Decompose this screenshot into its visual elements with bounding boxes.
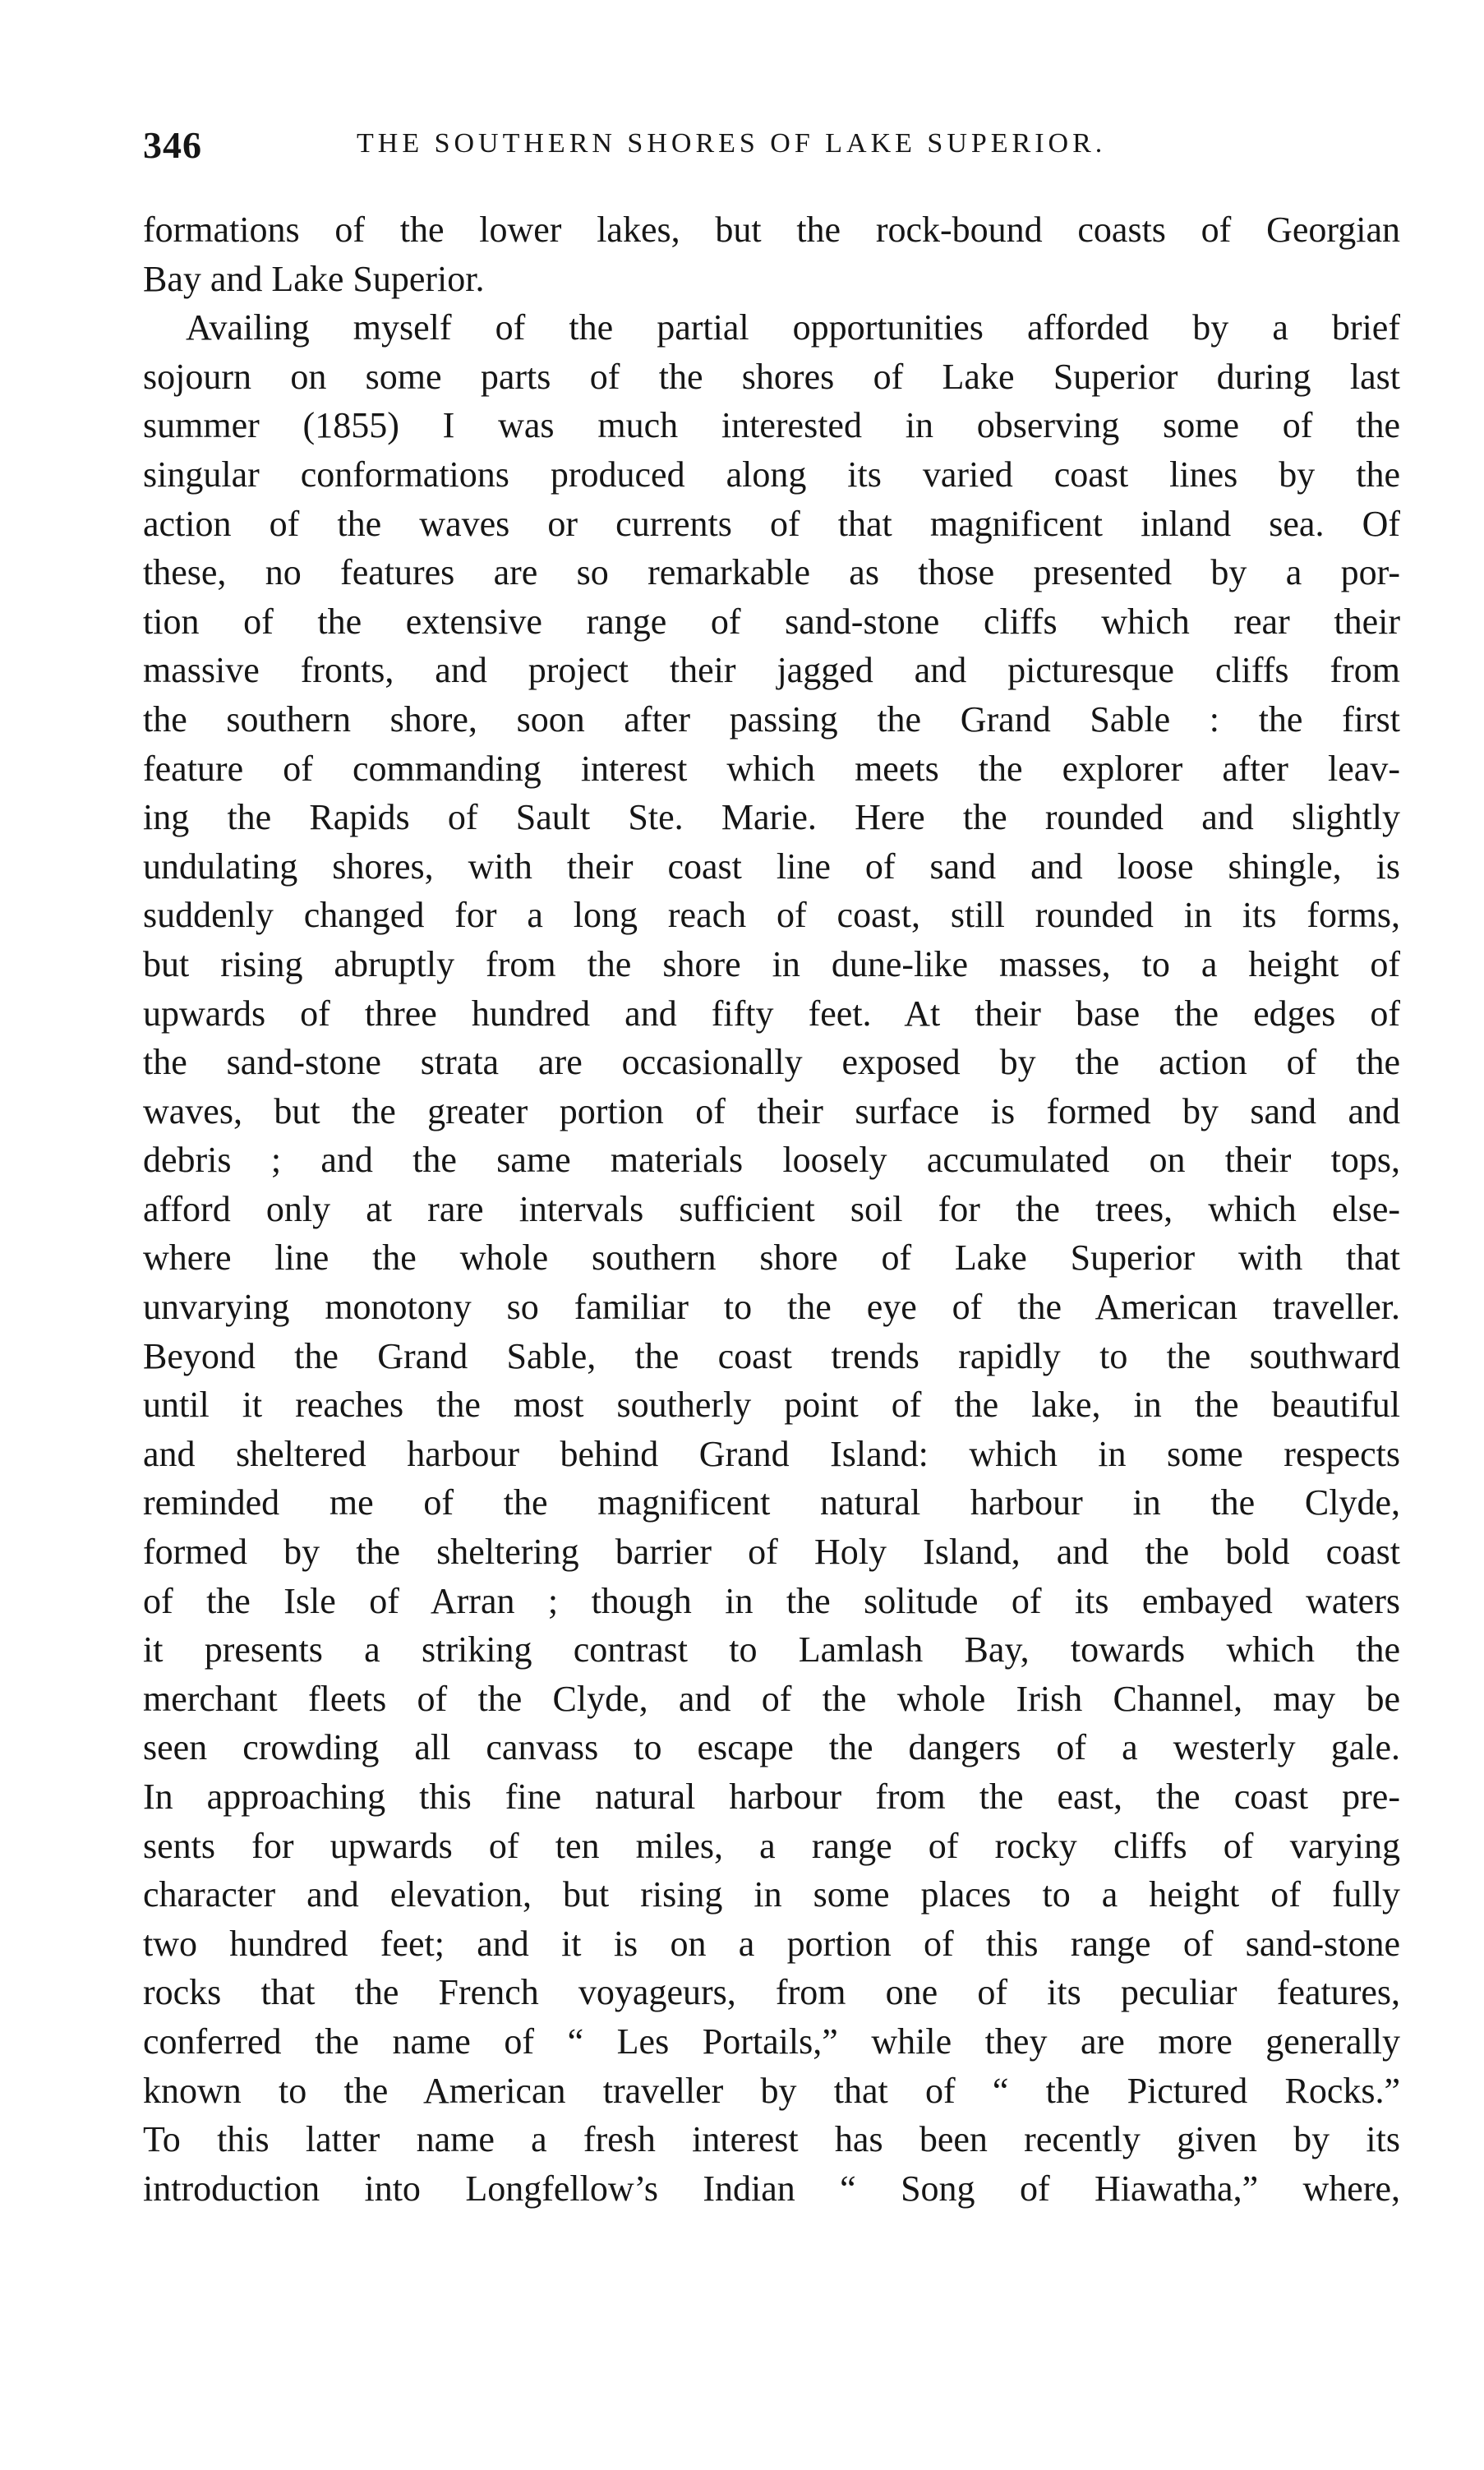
text-line: tion of the extensive range of sand-stone cliffs which rear their xyxy=(143,601,1400,642)
text-line: seen crowding all canvass to escape the dangers of a westerly gale. xyxy=(143,1727,1400,1768)
running-title: THE SOUTHERN SHORES OF LAKE SUPERIOR. xyxy=(357,128,1107,159)
text-line: waves, but the greater portion of their surface is formed by sand and xyxy=(143,1090,1400,1131)
text-line: sojourn on some parts of the shores of Lake Superior during last xyxy=(143,356,1400,397)
text-line: upwards of three hundred and fifty feet. At their base the edges of xyxy=(143,993,1400,1034)
text-line: Availing myself of the partial opportunities afforded by a brief xyxy=(186,307,1400,348)
text-line: these, no features are so remarkable as those presented by a por- xyxy=(143,552,1400,593)
text-line: ing the Rapids of Sault Ste. Marie. Here the rounded and slightly xyxy=(143,797,1400,838)
text-line: massive fronts, and project their jagged and picturesque cliffs from xyxy=(143,650,1400,691)
text-line: introduction into Longfellow’s Indian “ Song of Hiawatha,” where, xyxy=(143,2168,1400,2209)
body-text xyxy=(143,205,1400,2213)
text-line: summer (1855) I was much interested in observing some of the xyxy=(143,405,1400,446)
text-line: suddenly changed for a long reach of coast, still rounded in its forms, xyxy=(143,895,1400,936)
running-head xyxy=(143,123,1402,173)
text-line: formed by the sheltering barrier of Holy Island, and the bold coast xyxy=(143,1532,1400,1573)
text-line: feature of commanding interest which meets the explorer after leav- xyxy=(143,748,1400,789)
text-line: where line the whole southern shore of Lake Superior with that xyxy=(143,1237,1400,1279)
text-line: To this latter name a fresh interest has been recently given by its xyxy=(143,2119,1400,2160)
text-line: undulating shores, with their coast line of sand and loose shingle, is xyxy=(143,846,1400,887)
text-line: unvarying monotony so familiar to the eye of the American traveller. xyxy=(143,1287,1400,1328)
text-line: character and elevation, but rising in some places to a height of fully xyxy=(143,1874,1400,1915)
text-line: action of the waves or currents of that magnificent inland sea. Of xyxy=(143,503,1400,544)
text-line: debris ; and the same materials loosely accumulated on their tops, xyxy=(143,1140,1400,1181)
text-line: reminded me of the magnificent natural harbour in the Clyde, xyxy=(143,1482,1400,1523)
text-line: the sand-stone strata are occasionally exposed by the action of the xyxy=(143,1042,1400,1083)
text-line: Beyond the Grand Sable, the coast trends rapidly to the southward xyxy=(143,1335,1400,1376)
text-line: formations of the lower lakes, but the rock-bound coasts of Georgian xyxy=(143,210,1400,250)
text-line: two hundred feet; and it is on a portion of this range of sand-stone xyxy=(143,1923,1400,1964)
text-line: conferred the name of “ Les Portails,” while they are more generally xyxy=(143,2021,1400,2062)
text-line: until it reaches the most southerly point of the lake, in the beautiful xyxy=(143,1385,1400,1426)
page-number: 346 xyxy=(143,124,202,166)
text-line: sents for upwards of ten miles, a range of rocky cliffs of varying xyxy=(143,1825,1400,1866)
text-line: afford only at rare intervals sufficient soil for the trees, which else- xyxy=(143,1188,1400,1229)
text-line: the southern shore, soon after passing the Grand Sable : the first xyxy=(143,698,1400,740)
text-line: and sheltered harbour behind Grand Island: which in some respects xyxy=(143,1433,1400,1474)
text-line: In approaching this fine natural harbour from the east, the coast pre- xyxy=(143,1776,1400,1817)
text-line: rocks that the French voyageurs, from one of its peculiar features, xyxy=(143,1972,1400,2013)
text-line: it presents a striking contrast to Lamlash Bay, towards which the xyxy=(143,1629,1400,1670)
text-line: but rising abruptly from the shore in dune-like masses, to a height of xyxy=(143,943,1400,984)
text-line: of the Isle of Arran ; though in the solitude of its embayed waters xyxy=(143,1580,1400,1621)
text-line: known to the American traveller by that of “ the Pictured Rocks.” xyxy=(143,2070,1400,2111)
text-line: singular conformations produced along its varied coast lines by the xyxy=(143,454,1400,495)
text-line: merchant fleets of the Clyde, and of the whole Irish Channel, may be xyxy=(143,1678,1400,1719)
text-line: Bay and Lake Superior. xyxy=(143,258,485,299)
